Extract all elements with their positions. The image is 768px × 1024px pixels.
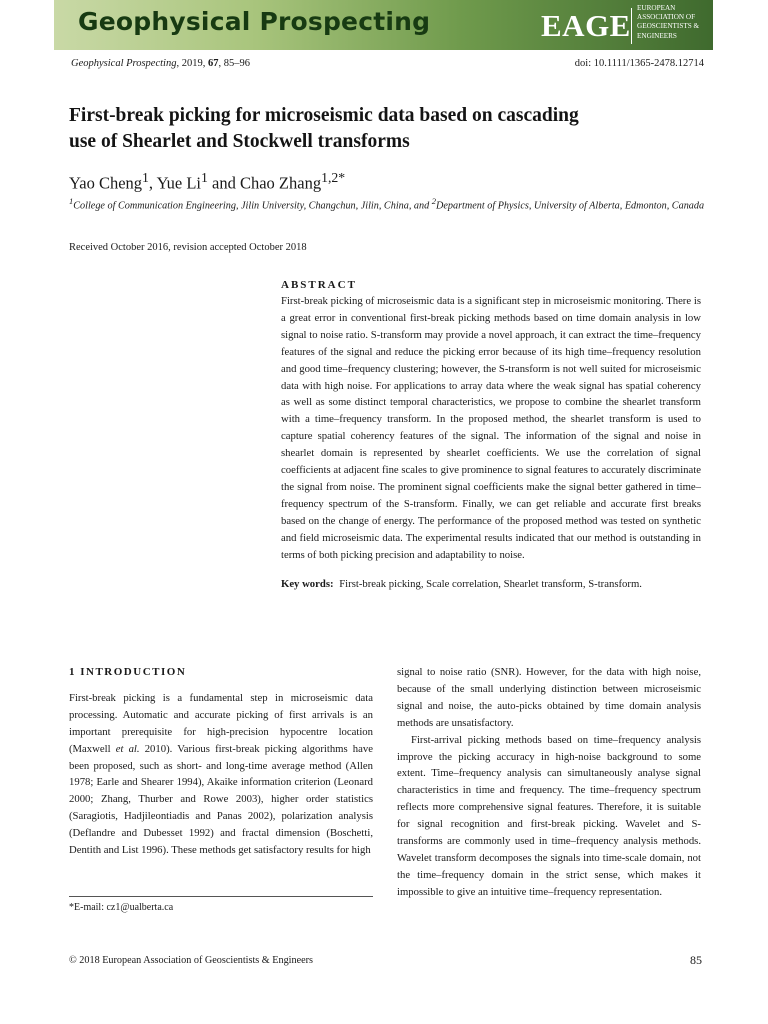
journal-banner: [54, 0, 713, 50]
affiliation-text: Department of Physics, University of Alberta, Edmonton, Canada: [436, 200, 705, 212]
abstract-text: First-break picking of microseismic data is a significant step in microseismic monitoring. There is a great error in conventional first-break picking methods based on time domain analysis in low signal to noise ratio. S-transform may provide a novel approach, it can extract the time–frequency features of the signal and reduce the picking error because of its high time–frequency resolution and good time–frequency clustering; however, the S-transform is not well suited for microseismic data with high noise. For applications to array data where the weak signal has spatial coherency as well as some distinct temporal characteristics, we propose to combine the shearlet transform with a time–frequency transform. In the proposed method, the shearlet transform is used to capture spatial coherency features of the signal. The information of the signal and noise in shearlet domain is represented by shearlet coefficients. We use the correlation of signal coefficients at adjacent fine scales to give prominence to signal features to accurately discriminate the signal from noise. The prominent signal coefficients make the signal better gathered in time–frequency spectrum of the S-transform. Finally, we can get reliable and accurate first breaks based on the change of energy. The performance of the proposed method was tested on synthetic and field microseismic data. The experimental results indicated that our method is outstanding in terms of both picking precision and adaptability to noise.: [281, 295, 701, 561]
citation-journal: Geophysical Prospecting: [71, 58, 177, 69]
affiliation-text: College of Communication Engineering, Jilin University, Changchun, Jilin, China, and: [73, 200, 432, 212]
intro-paragraph-continued: signal to noise ratio (SNR). However, for the data with high noise, because of the small underlying distinction between microseismic signal and noise, the auto-picks obtained by time domain analysis methods are unsatisfactory.: [397, 666, 701, 729]
footnote-rule: [69, 896, 373, 897]
publisher-full-name: [637, 4, 717, 41]
affiliations: [69, 194, 709, 213]
page-number: 85: [690, 953, 702, 967]
intro-paragraph: [69, 690, 373, 859]
citation-volume: 67: [207, 58, 219, 69]
publisher-line: EUROPEAN: [637, 4, 676, 12]
intro-paragraph: First-arrival picking methods based on time–frequency analysis improve the picking accuracy in high-noise background to some extent. Time–frequency analysis can simultaneously analyse signal characteristics in time and frequency. The time–frequency spectrum reflects more comprehensive signal features. Therefore, it is suitable for signal recognition and first-break picking. Wavelet and S-transforms are commonly used in time–frequency analysis methods. Wavelet transform decomposes the signals into time-scale domain, not the time–frequency domain in the strict sense, which makes it impossible to give an intuitive time–frequency representation.: [397, 733, 701, 898]
author-name: Yao Cheng: [69, 173, 143, 193]
keywords-list: First-break picking, Scale correlation, Shearlet transform, S-transform.: [339, 577, 642, 590]
publisher-line: ASSOCIATION OF: [637, 13, 696, 22]
author-list: [69, 170, 345, 194]
intro-text: 2010). Various first-break picking algorithms have been proposed, such as short- and long-time average method (Allen 1978; Earle and Shearer 1994), Akaike information criterion (Leonard 2000; Zhang, Thurber and Rowe 2003), higher order statistics (Saragiotis, Hadjileontiadis and Panas 2002), polarization analysis (Deflandre and Dubesset 1992) and fractal dimension (Boschetti, Dentith and List 1996). These methods get satisfactory results for high: [69, 742, 373, 857]
copyright: © 2018 European Association of Geoscientists & Engineers: [69, 955, 313, 966]
publisher-line: GEOSCIENTISTS &: [637, 22, 700, 31]
abstract-heading: ABSTRACT: [281, 279, 357, 291]
received-dates: Received October 2016, revision accepted October 2018: [69, 242, 307, 253]
publisher-line: ENGINEERS: [637, 31, 677, 40]
eage-logo: EAGE: [541, 8, 631, 43]
journal-name: Geophysical Prospecting: [78, 7, 431, 36]
section-heading: 1 INTRODUCTION: [69, 666, 187, 678]
author-separator: and: [207, 173, 240, 193]
column-left: [69, 664, 373, 859]
column-right: [397, 664, 701, 901]
affiliation-mark: 1: [69, 196, 74, 206]
citation-year: , 2019,: [176, 58, 208, 69]
affiliation-mark: 2: [431, 196, 437, 206]
abstract-block: [281, 279, 701, 590]
author-name: Chao Zhang: [239, 173, 322, 193]
doi-link[interactable]: doi: 10.1111/1365-2478.12714: [574, 58, 704, 69]
intro-text: First-break picking is a fundamental step in microseismic data processing. Automatic and accurate picking of first arrivals is an important prerequisite for high-precision hypocentre location (Maxwell: [69, 691, 373, 755]
author-affiliation-mark: 1,2*: [321, 170, 346, 185]
author-separator: ,: [148, 173, 157, 193]
title-line: use of Shearlet and Stockwell transforms: [69, 131, 410, 152]
author-name: Yue Li: [156, 173, 202, 193]
citation: [71, 58, 250, 69]
paper-title: [69, 103, 669, 155]
author-affiliation-mark: 1: [142, 170, 149, 185]
keywords: [281, 578, 701, 590]
intro-etal: et al.: [115, 742, 140, 755]
footnote-email: *E-mail: cz1@ualberta.ca: [69, 902, 174, 913]
title-line: First-break picking for microseismic data based on cascading: [69, 105, 579, 126]
author-affiliation-mark: 1: [201, 170, 208, 185]
citation-pages: , 85–96: [218, 58, 250, 69]
keywords-label: Key words:: [281, 577, 334, 590]
logo-divider: [631, 8, 632, 44]
